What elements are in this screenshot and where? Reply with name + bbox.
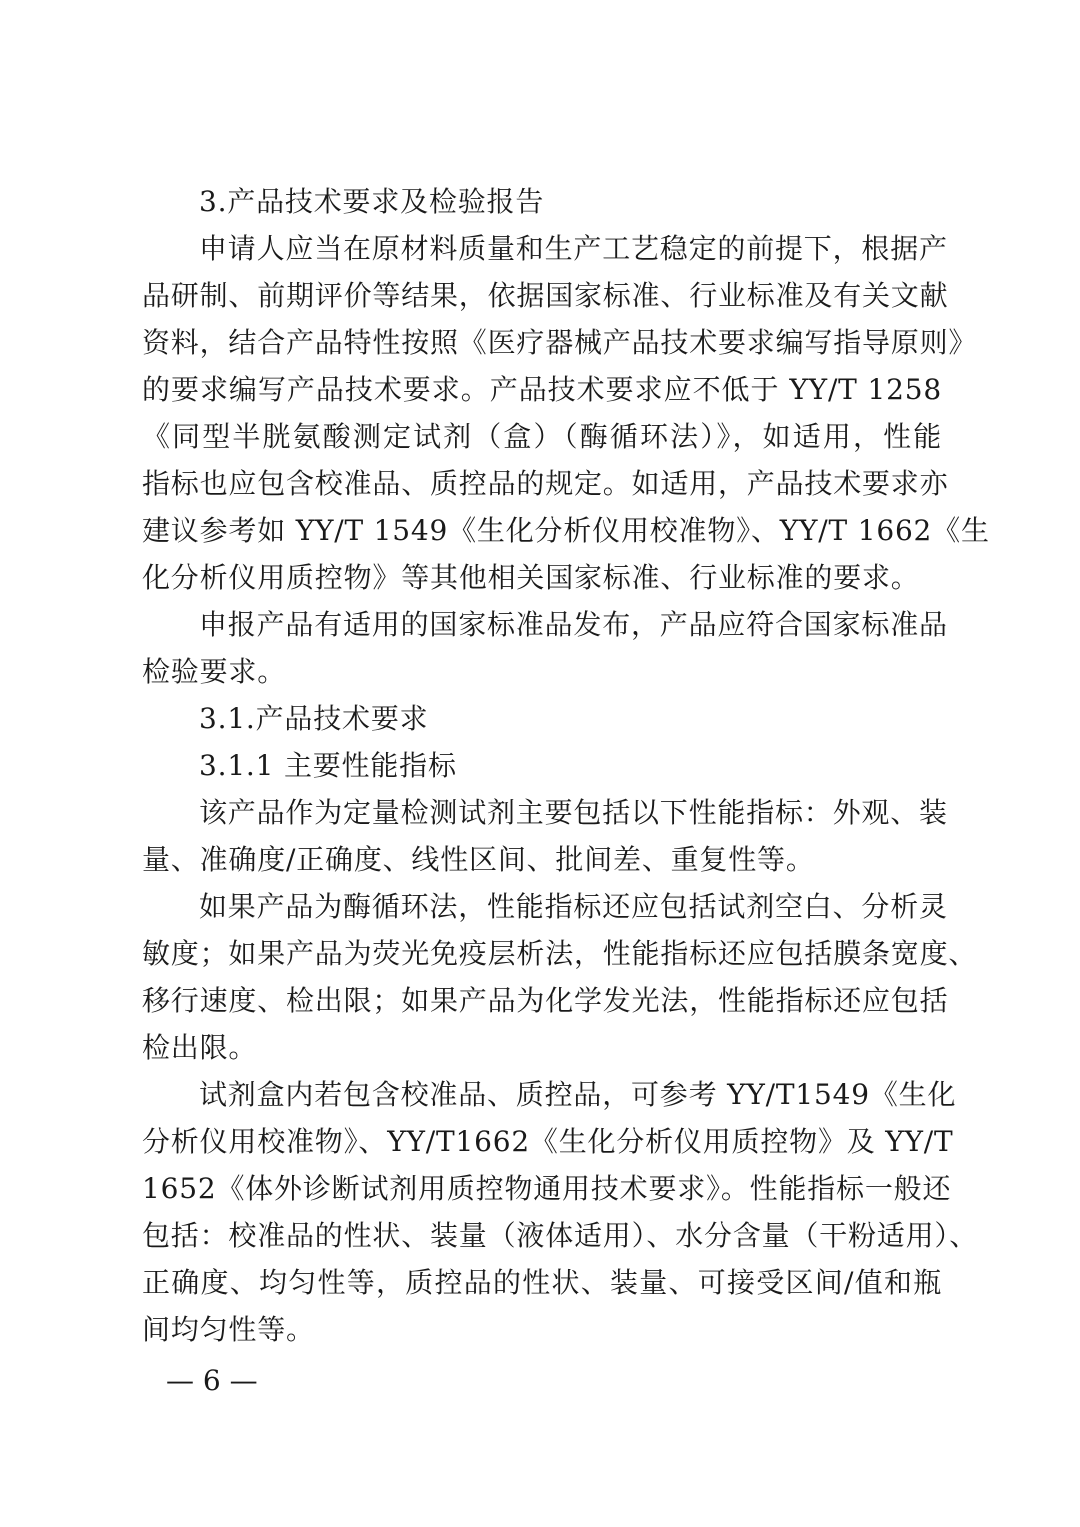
document-body <box>142 178 990 1353</box>
text-line: 品研制、前期评价等结果，依据国家标准、行业标准及有关文献 <box>142 279 949 312</box>
text-line: 如果产品为酶循环法，性能指标还应包括试剂空白、分析灵 <box>199 890 948 923</box>
paragraph-calibrators-controls <box>142 1071 979 1353</box>
paragraph-national-standard <box>142 601 948 695</box>
text-line: 该产品作为定量检测试剂主要包括以下性能指标：外观、装 <box>199 796 948 829</box>
text-line: 检出限。 <box>142 1031 258 1064</box>
section-heading-3-1: 3.1.产品技术要求 <box>199 702 429 735</box>
text-line: 指标也应包含校准品、质控品的规定。如适用，产品技术要求亦 <box>142 467 949 500</box>
text-line: 正确度、均匀性等，质控品的性状、装量、可接受区间/值和瓶 <box>142 1266 942 1299</box>
text-line: 资料，结合产品特性按照《医疗器械产品技术要求编写指导原则》 <box>142 326 978 359</box>
text-line: 敏度；如果产品为荧光免疫层析法，性能指标还应包括膜条宽度、 <box>142 937 978 970</box>
text-line: 化分析仪用质控物》等其他相关国家标准、行业标准的要求。 <box>142 561 920 594</box>
paragraph-product-requirements <box>142 225 990 601</box>
text-line: 建议参考如 YY/T 1549《生化分析仪用校准物》、YY/T 1662《生 <box>142 514 990 547</box>
paragraph-performance-indicators <box>142 789 948 883</box>
text-line: 申报产品有适用的国家标准品发布，产品应符合国家标准品 <box>199 608 948 641</box>
text-line: 检验要求。 <box>142 655 287 688</box>
text-line: 的要求编写产品技术要求。产品技术要求应不低于 YY/T 1258 <box>142 373 942 406</box>
text-line: 间均匀性等。 <box>142 1313 315 1346</box>
paragraph-method-specific <box>142 883 978 1071</box>
text-line: 《同型半胱氨酸测定试剂（盒）（酶循环法）》，如适用，性能 <box>142 420 942 453</box>
page-number: — 6 — <box>166 1364 258 1397</box>
text-line: 1652《体外诊断试剂用质控物通用技术要求》。性能指标一般还 <box>142 1172 952 1205</box>
text-line: 包括：校准品的性状、装量（液体适用）、水分含量（干粉适用）、 <box>142 1219 979 1252</box>
text-line: 移行速度、检出限；如果产品为化学发光法，性能指标还应包括 <box>142 984 949 1017</box>
section-heading-3-1-1: 3.1.1 主要性能指标 <box>199 749 457 782</box>
text-line: 量、准确度/正确度、线性区间、批间差、重复性等。 <box>142 843 815 876</box>
text-line: 试剂盒内若包含校准品、质控品，可参考 YY/T1549《生化 <box>199 1078 957 1111</box>
section-heading-3: 3.产品技术要求及检验报告 <box>199 185 545 218</box>
text-line: 申请人应当在原材料质量和生产工艺稳定的前提下，根据产 <box>199 232 948 265</box>
text-line: 分析仪用校准物》、YY/T1662《生化分析仪用质控物》及 YY/T <box>142 1125 954 1158</box>
